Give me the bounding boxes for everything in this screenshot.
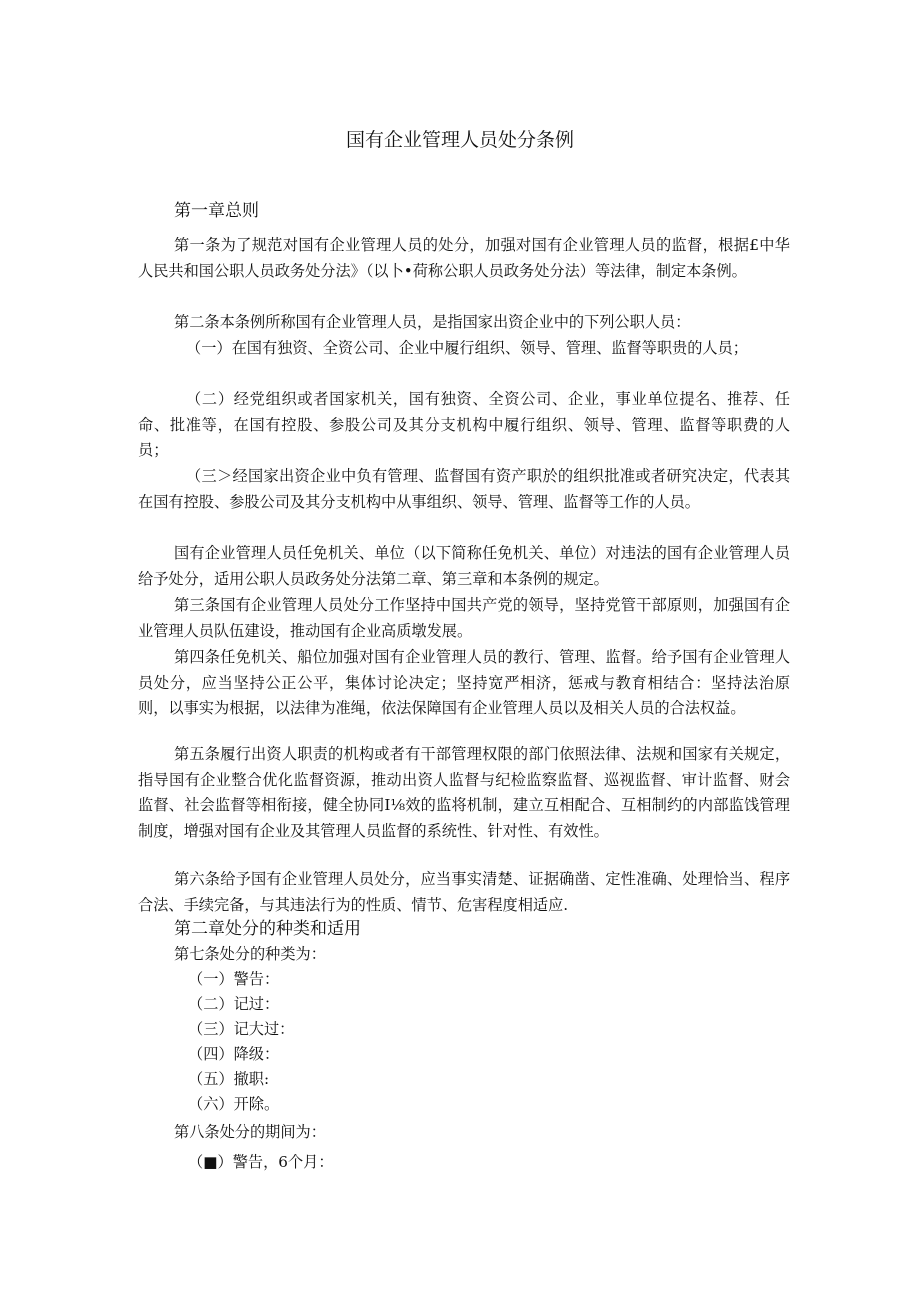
article-2: 第二条本条例所称国有企业管理人员，是指国家出资企业中的下列公职人员： <box>174 313 691 331</box>
penalty-type-item: （四）降级： <box>188 1045 280 1063</box>
chapter-1-heading: 第一章总则 <box>174 201 259 221</box>
penalty-type-item: （六）开除。 <box>188 1095 280 1113</box>
chapter-2-heading: 第二章处分的种类和适用 <box>174 919 361 939</box>
article-5: 第五条履行出资人职责的机构或者有干部管理权限的部门依照法律、法规和国家有关规定，指导国有企业整合优化监督资源，推动出资人监督与纪检监察监督、巡视监督、审计监督、财会监督、社会监督等相衔接，健全协同I⅛效的监将机制，建立互相配合、互相制约的内部监饯管理制度，增强对国有企业及其管理人员监督的系统性、针对性、有效性。 <box>138 745 790 840</box>
penalty-type-item: （五）撤职: <box>188 1070 270 1088</box>
penalty-period-item: （■）警告，6个月： <box>188 1153 334 1171</box>
article-2-supplement: 国有企业管理人员任免机关、单位（以下简称任免机关、单位）对违法的国有企业管理人员给予处分，适用公职人员政务处分法第二章、第三章和本条例的规定。 <box>138 544 790 588</box>
penalty-type-item: （二）记过： <box>188 995 280 1013</box>
article-7: 第七条处分的种类为： <box>174 945 326 963</box>
article-2-item-2: （二）经党组织或者国家机关，国有独资、全资公司、企业，事业单位提名、推荐、任命、批准等，在国有控股、参股公司及其分支机构中履行组织、领导、管理、监督等职费的人员； <box>138 390 790 460</box>
article-1: 第一条为了规范对国有企业管理人员的处分，加强对国有企业管理人员的监督，根据£中华人民共和国公职人员政务处分法》（以卜•荷称公职人员政务处分法）等法律，制定本条例。 <box>138 236 790 280</box>
article-2-item-3: （三＞经国家出资企业中负有管理、监督国有资产职於的组织批准或者研究决定，代表其在国有控股、参股公司及其分支机构中从事组织、领导、管理、监督等工作的人员。 <box>138 467 790 511</box>
penalty-type-item: （三）记大过： <box>188 1020 295 1038</box>
article-2-item-1: （一）在国有独资、全资公司、企业中履行组织、领导、管理、监督等职贵的人员； <box>186 339 748 357</box>
article-4: 第四条任免机关、船位加强对国有企业管理人员的教行、管理、监督。给予国有企业管理人员处分，应当坚持公正公平，集体讨论决定；坚持宽严相济，惩戒与教育相结合：坚持法治原则，以事实为根据，以法律为准绳，依法保障国有企业管理人员以及相关人员的合法权益。 <box>138 648 790 718</box>
article-3: 第三条国有企业管理人员处分工作坚持中国共产党的领导，坚持党管干部原则，加强国有企业管理人员队伍建设，推动国有企业高质墩发展。 <box>138 596 790 640</box>
article-6: 第六条给予国有企业管理人员处分，应当事实清楚、证据确凿、定性准确、处理恰当、程序合法、手续完备，与其违法行为的性质、情节、危害程度相适应. <box>138 870 790 914</box>
article-8: 第八条处分的期间为： <box>174 1123 326 1141</box>
penalty-type-item: （一）警告： <box>188 970 280 988</box>
document-title: 国有企业管理人员处分条例 <box>345 129 574 151</box>
